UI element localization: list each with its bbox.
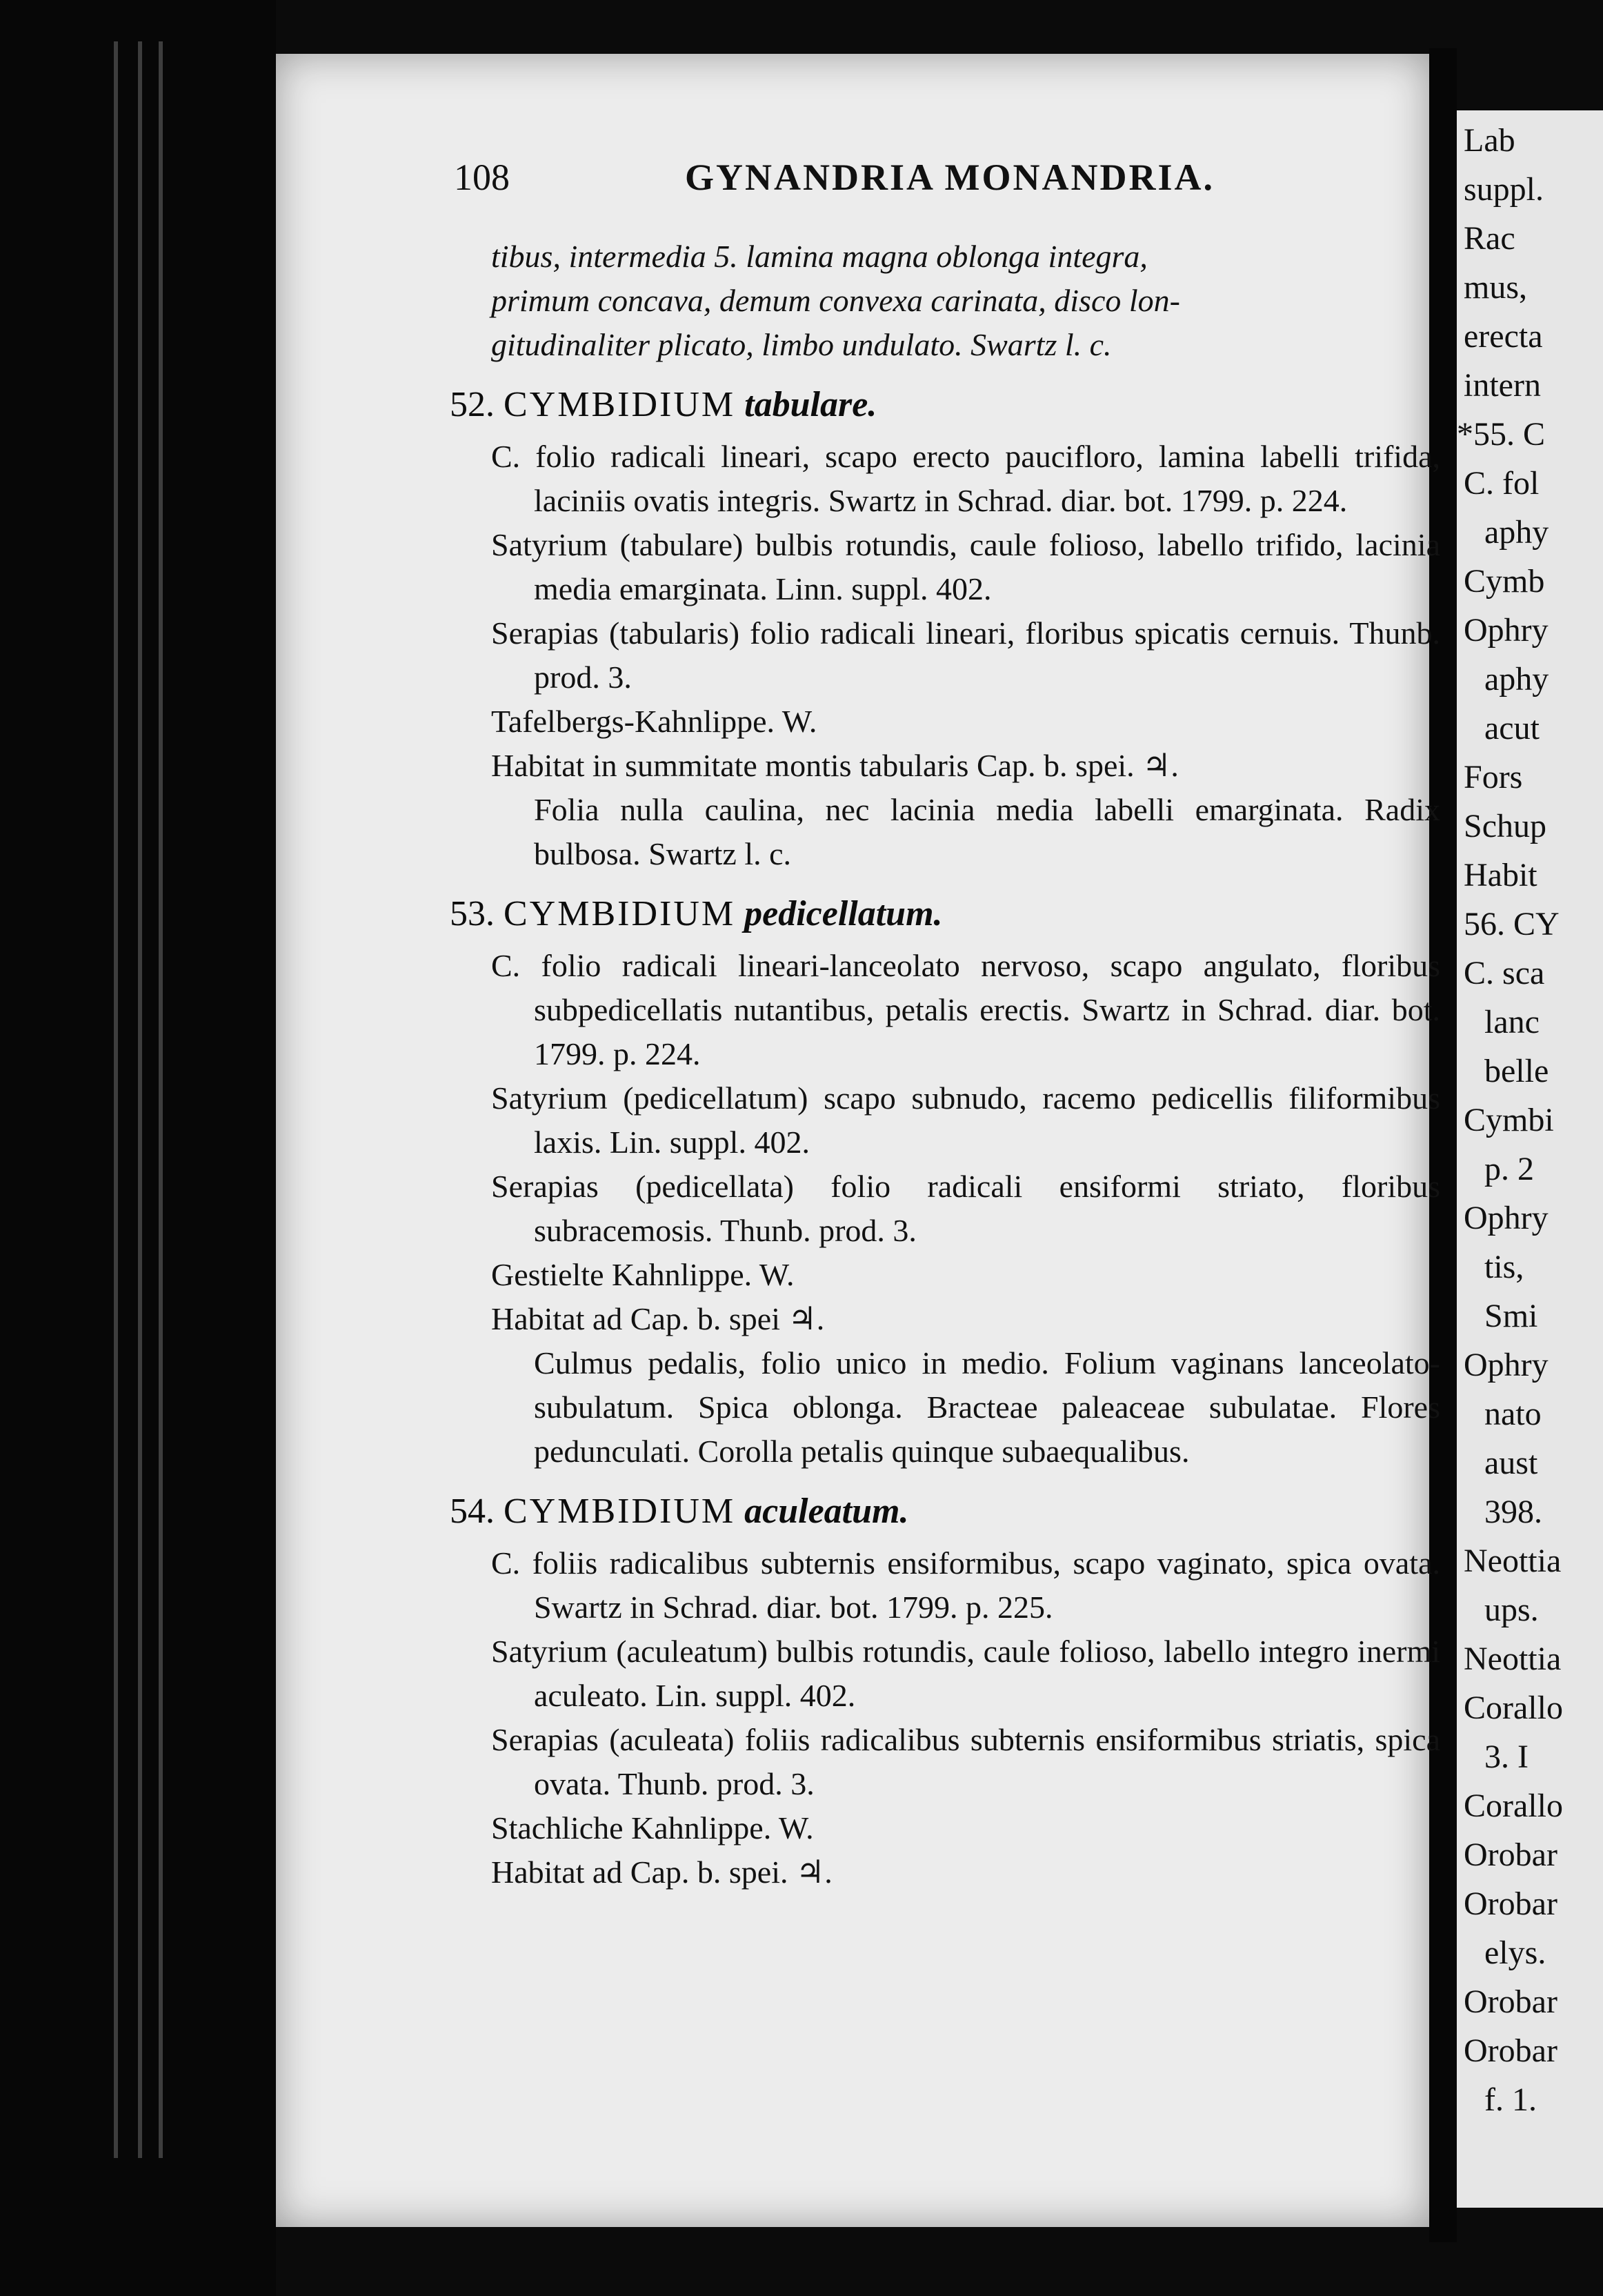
- genus-name: CYMBIDIUM: [504, 894, 736, 933]
- right-page-line: Schup: [1464, 808, 1546, 844]
- entry-paragraph: Folia nulla caulina, nec lacinia media labelli emarginata. Radix bulbosa. Swartz l. c.: [534, 792, 1440, 871]
- page-header: [454, 156, 1240, 204]
- species-entry: [450, 890, 1440, 1474]
- entry-paragraph: Satyrium (tabulare) bulbis rotundis, caule folioso, labello trifido, lacinia media emarginata. Linn. suppl. 402.: [491, 527, 1440, 606]
- entry-paragraph: Culmus pedalis, folio unico in medio. Folium vaginans lanceolato-subulatum. Spica oblonga. Bracteae paleaceae subulatae. Flores pedunculati. Corolla petalis quinque subaequalibus.: [534, 1345, 1440, 1469]
- species-name: pedicellatum.: [744, 894, 943, 933]
- running-title: GYNANDRIA MONANDRIA.: [685, 157, 1215, 198]
- right-page-line: Cymb: [1464, 563, 1545, 600]
- right-page-line: Cymbi: [1464, 1102, 1554, 1138]
- entry-paragraph: Satyrium (aculeatum) bulbis rotundis, caule folioso, labello integro inermi aculeato. Lin. suppl. 402.: [491, 1634, 1440, 1713]
- right-page-line: Ophry: [1464, 1200, 1549, 1236]
- entry-paragraph: Satyrium (pedicellatum) scapo subnudo, racemo pedicellis filiformibus laxis. Lin. suppl. 402.: [491, 1080, 1440, 1160]
- entry-heading: [450, 1487, 1440, 1536]
- intro-paragraph: [491, 235, 1440, 367]
- intro-line: primum concava, demum convexa carinata, disco lon-: [491, 283, 1180, 318]
- right-page-line: intern: [1464, 367, 1541, 404]
- entry-heading: [450, 890, 1440, 938]
- genus-name: CYMBIDIUM: [504, 1492, 736, 1531]
- entry-paragraph: Habitat ad Cap. b. spei. ♃.: [491, 1854, 833, 1890]
- right-page-line: ups.: [1484, 1592, 1539, 1628]
- right-page-line: Lab: [1464, 122, 1515, 159]
- right-page-line: Ophry: [1464, 1347, 1549, 1383]
- right-page-line: Neottia: [1464, 1641, 1562, 1677]
- entry-paragraph: Serapias (pedicellata) folio radicali ensiformi striato, floribus subracemosis. Thunb. prod. 3.: [491, 1169, 1440, 1248]
- right-page-line: tis,: [1484, 1249, 1524, 1285]
- entry-heading: [450, 381, 1440, 429]
- entry-paragraph: Habitat in summitate montis tabularis Cap. b. spei. ♃.: [491, 748, 1179, 783]
- right-page-line: C. fol: [1464, 465, 1540, 502]
- right-page-line: C. sca: [1464, 955, 1545, 991]
- entry-paragraph: Stachliche Kahnlippe. W.: [491, 1810, 814, 1845]
- entry-paragraph: Gestielte Kahnlippe. W.: [491, 1257, 795, 1292]
- right-page-line: aphy: [1484, 661, 1549, 697]
- right-page-line: lanc: [1484, 1004, 1540, 1040]
- right-page-line: aust: [1484, 1445, 1538, 1481]
- right-page-line: Orobar: [1464, 1837, 1557, 1873]
- entry-number: 52.: [450, 385, 495, 424]
- spine-edge-line: [159, 41, 163, 2158]
- genus-name: CYMBIDIUM: [504, 385, 736, 424]
- right-page-line: p. 2: [1484, 1151, 1534, 1187]
- page-body: [450, 235, 1440, 1894]
- entry-number: 53.: [450, 894, 495, 933]
- entry-paragraph: Tafelbergs-Kahnlippe. W.: [491, 704, 817, 739]
- right-page-line: 56. CY: [1464, 906, 1560, 942]
- right-page-line: Habit: [1464, 857, 1537, 893]
- book-spine: [0, 0, 276, 2296]
- right-page-line: Corallo: [1464, 1788, 1563, 1824]
- right-page-line: mus,: [1464, 269, 1528, 306]
- species-name: aculeatum.: [744, 1492, 909, 1531]
- entry-paragraph: C. folio radicali lineari-lanceolato nervoso, scapo angulato, floribus subpedicellatis nutantibus, petalis erectis. Swartz in Schrad. diar. bot. 1799. p. 224.: [491, 948, 1440, 1071]
- right-page-line: Rac: [1464, 220, 1515, 257]
- right-page-line: Smi: [1484, 1298, 1538, 1334]
- right-page-line: Corallo: [1464, 1690, 1563, 1726]
- species-entry: [450, 1487, 1440, 1894]
- species-entry: [450, 381, 1440, 876]
- right-page-line: 3. I: [1484, 1739, 1529, 1775]
- entry-number: 54.: [450, 1492, 495, 1531]
- right-page-line: acut: [1484, 710, 1540, 746]
- right-page-line: 398.: [1484, 1494, 1542, 1530]
- right-page-line: Orobar: [1464, 2032, 1557, 2069]
- right-page-line: nato: [1484, 1396, 1542, 1432]
- entry-paragraph: Serapias (tabularis) folio radicali lineari, floribus spicatis cernuis. Thunb. prod. 3.: [491, 615, 1440, 695]
- spine-edge-line: [138, 41, 142, 2158]
- entry-paragraph: C. folio radicali lineari, scapo erecto paucifloro, lamina labelli trifida, laciniis ovatis integris. Swartz in Schrad. diar. bot. 1799. p. 224.: [491, 439, 1440, 518]
- right-page-line: Orobar: [1464, 1886, 1557, 1922]
- right-page-line: f. 1.: [1484, 2081, 1537, 2118]
- right-page-line: Ophry: [1464, 612, 1549, 649]
- right-page-line: elys.: [1484, 1934, 1546, 1971]
- right-page-line: aphy: [1484, 514, 1549, 551]
- page-number: 108: [454, 157, 510, 198]
- right-page-fragment: [1457, 110, 1603, 2208]
- right-page-line: Fors: [1464, 759, 1523, 795]
- intro-line: tibus, intermedia 5. lamina magna oblonga integra,: [491, 239, 1148, 274]
- species-entries: [450, 381, 1440, 1894]
- right-page-line: Orobar: [1464, 1983, 1557, 2020]
- right-page-line: erecta: [1464, 318, 1543, 355]
- intro-line: gitudinaliter plicato, limbo undulato. Swartz l. c.: [491, 327, 1112, 362]
- right-page-line: *55. C: [1457, 416, 1546, 453]
- spine-edge-line: [114, 41, 118, 2158]
- species-name: tabulare.: [744, 385, 877, 424]
- entry-paragraph: Habitat ad Cap. b. spei ♃.: [491, 1301, 825, 1336]
- right-page-line: suppl.: [1464, 171, 1544, 208]
- entry-paragraph: Serapias (aculeata) foliis radicalibus subternis ensiformibus striatis, spica ovata. Thunb. prod. 3.: [491, 1722, 1440, 1801]
- entry-paragraph: C. foliis radicalibus subternis ensiformibus, scapo vaginato, spica ovata. Swartz in Schrad. diar. bot. 1799. p. 225.: [491, 1545, 1440, 1625]
- right-page-line: belle: [1484, 1053, 1549, 1089]
- right-page-line: Neottia: [1464, 1543, 1562, 1579]
